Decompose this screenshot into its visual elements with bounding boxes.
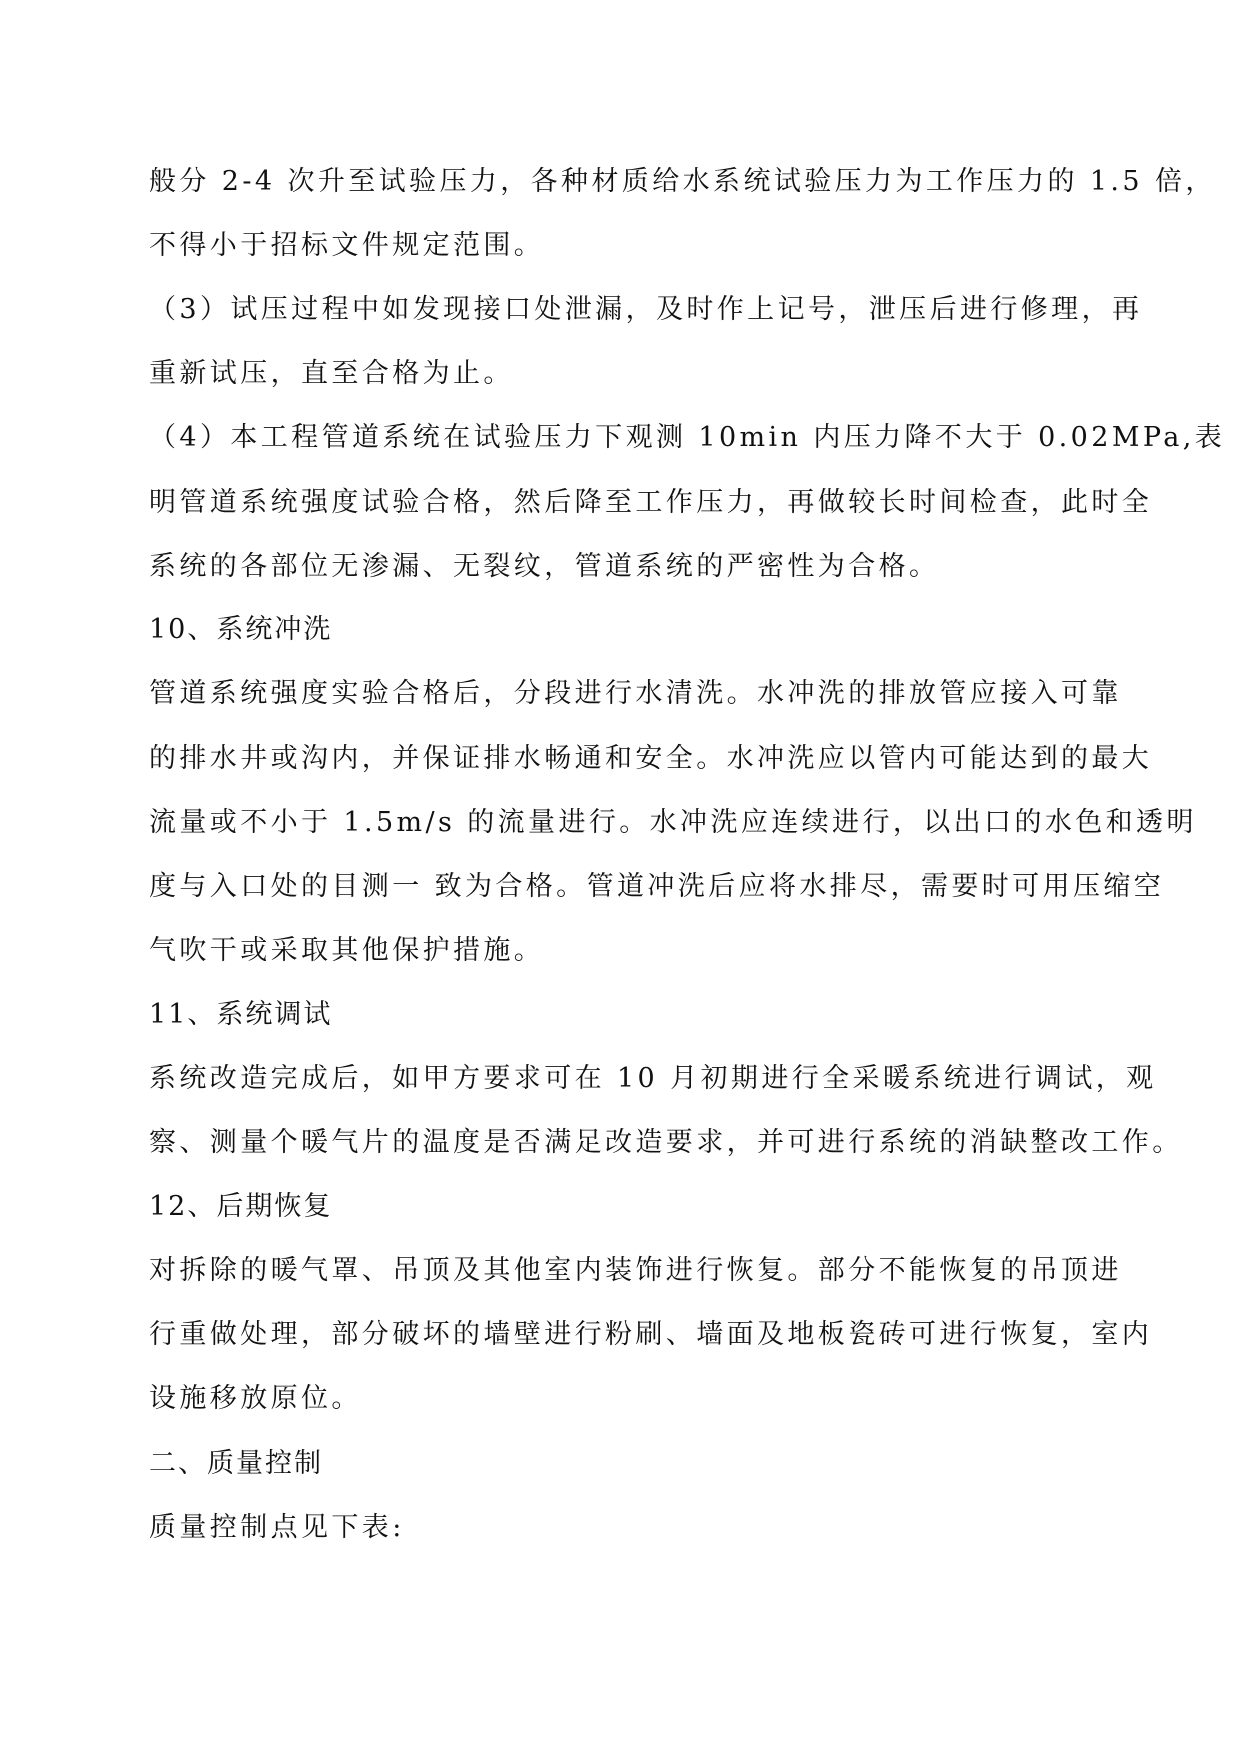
paragraph-line: 设施移放原位。 bbox=[149, 1383, 362, 1414]
paragraph-line: 的排水井或沟内，并保证排水畅通和安全。水冲洗应以管内可能达到的最大 bbox=[149, 743, 1153, 774]
paragraph-line: 对拆除的暖气罩、吊顶及其他室内装饰进行恢复。部分不能恢复的吊顶进 bbox=[149, 1255, 1122, 1286]
paragraph-line: 气吹干或采取其他保护措施。 bbox=[149, 935, 545, 966]
section-heading-10: 10、系统冲洗 bbox=[149, 614, 333, 645]
paragraph-line: 行重做处理，部分破坏的墙壁进行粉刷、墙面及地板瓷砖可进行恢复，室内 bbox=[149, 1319, 1153, 1350]
paragraph-line: 般分 2-4 次升至试验压力，各种材质给水系统试验压力为工作压力的 1.5 倍， bbox=[149, 166, 1216, 197]
paragraph-line: （3）试压过程中如发现接口处泄漏，及时作上记号，泄压后进行修理，再 bbox=[149, 294, 1143, 325]
paragraph-line: 不得小于招标文件规定范围。 bbox=[149, 230, 545, 261]
paragraph-line: 系统的各部位无渗漏、无裂纹，管道系统的严密性为合格。 bbox=[149, 551, 940, 582]
paragraph-line: 质量控制点见下表: bbox=[149, 1512, 405, 1543]
paragraph-line: 重新试压，直至合格为止。 bbox=[149, 358, 514, 389]
paragraph-line: 系统改造完成后，如甲方要求可在 10 月初期进行全采暖系统进行调试，观 bbox=[149, 1063, 1157, 1094]
section-heading-11: 11、系统调试 bbox=[149, 999, 333, 1030]
paragraph-line: 管道系统强度实验合格后，分段进行水清洗。水冲洗的排放管应接入可靠 bbox=[149, 678, 1122, 709]
paragraph-line: 明管道系统强度试验合格，然后降至工作压力，再做较长时间检查，此时全 bbox=[149, 487, 1153, 518]
paragraph-line: 度与入口处的目测一 致为合格。管道冲洗后应将水排尽，需要时可用压缩空 bbox=[149, 871, 1165, 902]
paragraph-line: 察、测量个暖气片的温度是否满足改造要求，并可进行系统的消缺整改工作。 bbox=[149, 1127, 1183, 1158]
paragraph-line: （4）本工程管道系统在试验压力下观测 10min 内压力降不大于 0.02MPa,表 bbox=[149, 422, 1226, 453]
paragraph-line: 流量或不小于 1.5m/s 的流量进行。水冲洗应连续进行，以出口的水色和透明 bbox=[149, 807, 1197, 838]
section-heading-quality-control: 二、质量控制 bbox=[149, 1448, 323, 1479]
section-heading-12: 12、后期恢复 bbox=[149, 1191, 333, 1222]
